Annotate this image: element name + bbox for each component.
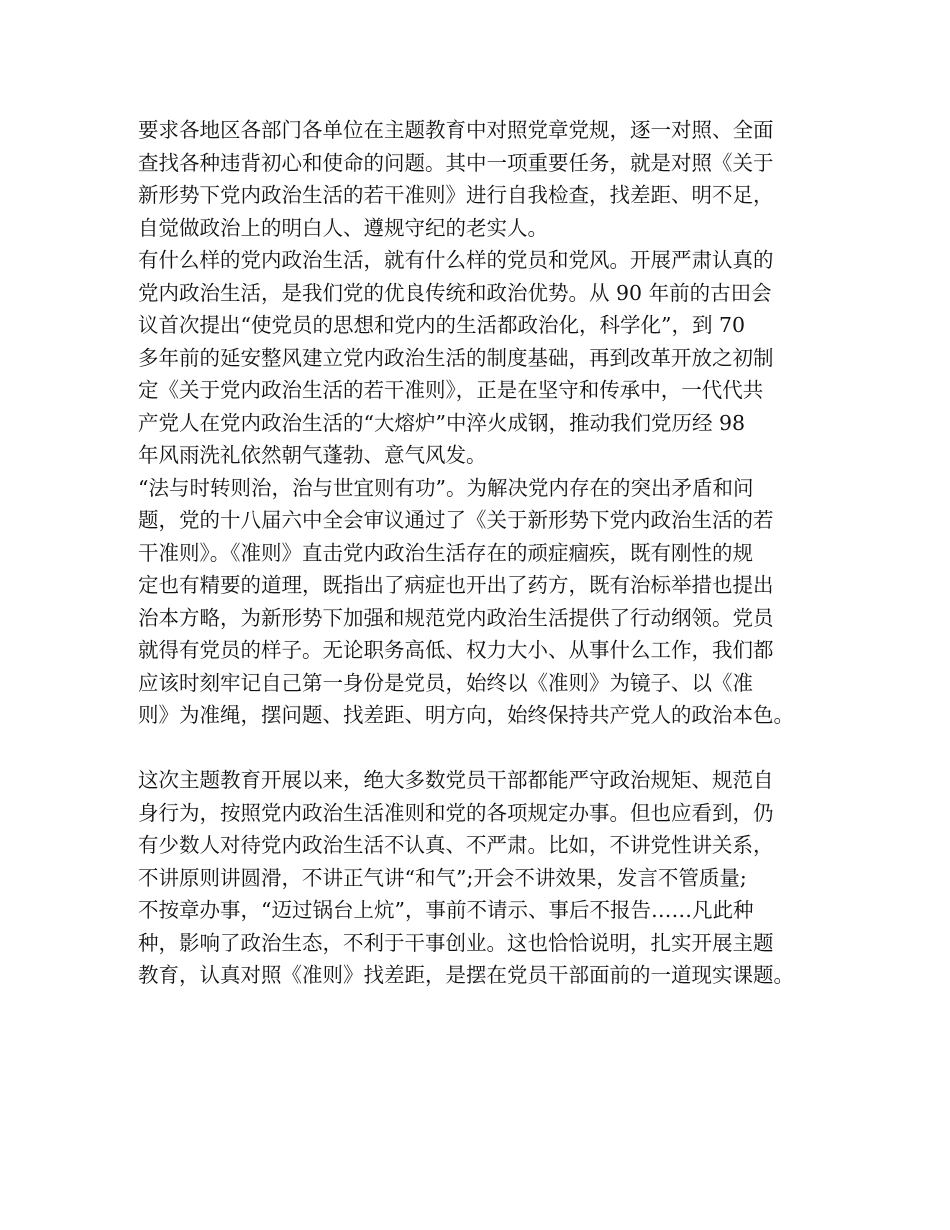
- text-line: 这次主题教育开展以来，绝大多数党员干部都能严守政治规矩、规范自: [138, 768, 774, 792]
- paragraph-3: [138, 472, 838, 732]
- text-line: 应该时刻牢记自己第一身份是党员，始终以《准则》为镜子、以《准: [138, 670, 753, 695]
- text-line: 治本方略，为新形势下加强和规范党内政治生活提供了行动纲领。党员: [138, 605, 774, 630]
- text-line: 不讲原则讲圆滑，不讲正气讲“和气”;开会不讲效果，发言不管质量;: [138, 865, 747, 890]
- paragraph-2: [138, 244, 838, 472]
- text-line: “法与时转则治，治与世宜则有功”。为解决党内存在的突出矛盾和问: [138, 475, 754, 500]
- text-line: 新形势下党内政治生活的若干准则》进行自我检查，找差距、明不足，: [138, 183, 774, 207]
- paragraph-gap: [138, 732, 838, 765]
- text-line: 自觉做政治上的明白人、遵规守纪的老实人。: [138, 215, 548, 240]
- text-line: 产党人在党内政治生活的“大熔炉”中淬火成钢，推动我们党历经 98: [138, 410, 746, 435]
- text-line: 党内政治生活，是我们党的优良传统和政治优势。从 90 年前的古田会: [138, 280, 772, 305]
- document-body: [138, 114, 838, 992]
- text-line: 就得有党员的样子。无论职务高低、权力大小、从事什么工作，我们都: [138, 638, 774, 662]
- text-line: 定也有精要的道理，既指出了病症也开出了药方，既有治标举措也提出: [138, 573, 774, 597]
- text-line: 种，影响了政治生态，不利于干事创业。这也恰恰说明，扎实开展主题: [138, 930, 774, 955]
- text-line: 身行为，按照党内政治生活准则和党的各项规定办事。但也应看到，仍: [138, 800, 774, 825]
- text-line: 要求各地区各部门各单位在主题教育中对照党章党规，逐一对照、全面: [138, 118, 774, 142]
- text-line: 不按章办事，“迈过锅台上炕”，事前不请示、事后不报告……凡此种: [138, 898, 754, 922]
- text-line: 年风雨洗礼依然朝气蓬勃、意气风发。: [138, 443, 487, 467]
- text-line: 有什么样的党内政治生活，就有什么样的党员和党风。开展严肃认真的: [138, 248, 774, 272]
- text-line: 则》为准绳，摆问题、找差距、明方向，始终保持共产党人的政治本色。: [138, 703, 794, 727]
- text-line: 议首次提出“使党员的思想和党内的生活都政治化，科学化”，到 70: [138, 313, 746, 337]
- paragraph-4: [138, 764, 838, 992]
- text-line: 多年前的延安整风建立党内政治生活的制度基础，再到改革开放之初制: [138, 345, 774, 370]
- text-line: 干准则》。《准则》直击党内政治生活存在的顽症痼疾，既有刚性的规: [138, 540, 753, 565]
- text-line: 查找各种违背初心和使命的问题。其中一项重要任务，就是对照《关于: [138, 150, 774, 175]
- text-line: 题，党的十八届六中全会审议通过了《关于新形势下党内政治生活的若: [138, 508, 774, 532]
- paragraph-1: [138, 114, 838, 244]
- text-line: 定《关于党内政治生活的若干准则》，正是在坚守和传承中，一代代共: [138, 378, 764, 402]
- text-line: 教育，认真对照《准则》找差距，是摆在党员干部面前的一道现实课题。: [138, 963, 794, 987]
- text-line: 有少数人对待党内政治生活不认真、不严肃。比如，不讲党性讲关系，: [138, 833, 774, 857]
